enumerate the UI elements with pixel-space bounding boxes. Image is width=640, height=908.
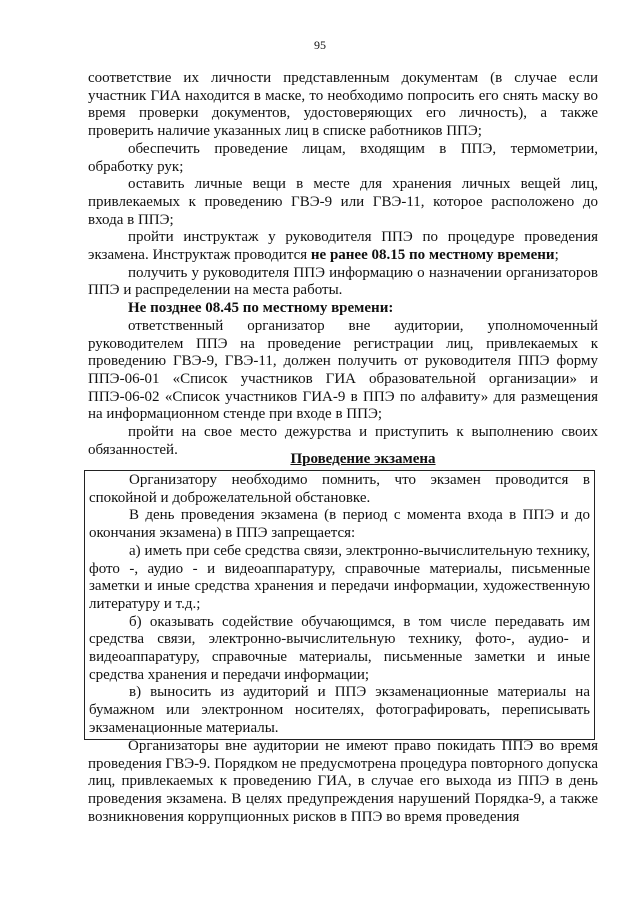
box-paragraph-calm: Организатору необходимо помнить, что экзамен проводится в спокойной и доброжелательной обстановке. [89, 472, 590, 506]
instruction-time: не ранее 08.15 по местному времени [310, 247, 555, 264]
box-item-a: а) иметь при себе средства связи, электронно-вычислительную технику, фото -, аудио - и видеоаппаратуру, справочные материалы, письменные заметки и иные средства хранения и передачи информации, художественную литературу и т.д.; [89, 542, 590, 612]
paragraph-personal-belongings: оставить личные вещи в месте для хранения личных вещей лиц, привлекаемых к проведению ГВЭ-9 или ГВЭ-11, которое расположено до входа в ППЭ; [88, 176, 598, 228]
deadline-time: Не позднее 08.45 по местному времени [128, 300, 389, 317]
page-number: 95 [314, 38, 326, 52]
paragraph-instruction [88, 229, 598, 264]
lower-text-block [88, 738, 598, 827]
box-item-b: б) оказывать содействие обучающимся, в том числе передавать им средства связи, электронно-вычислительную технику, фото-, аудио- и видеоаппаратуру, справочные материалы, письменные заметки и иные средства хранения и передачи информации; [89, 613, 590, 683]
box-item-c: в) выносить из аудиторий и ППЭ экзаменационные материалы на бумажном или электронном носителях, фотографировать, переписывать экзаменационные материалы. [89, 684, 590, 736]
instruction-text: пройти инструктаж у руководителя ППЭ по процедуре проведения экзамена. Инструктаж проводится [88, 229, 598, 264]
paragraph-duty-post: пройти на свое место дежурства и приступить к выполнению своих обязанностей. [88, 424, 598, 458]
deadline-line [88, 300, 598, 318]
instruction-tail: ; [554, 247, 559, 264]
paragraph-assignment: получить у руководителя ППЭ информацию о назначении организаторов ППЭ и распределении на места работы. [88, 264, 598, 299]
paragraph-no-leaving: Организаторы вне аудитории не имеют право покидать ППЭ во время проведения ГВЭ-9. Порядком не предусмотрена процедура повторного допуска лиц, привлекаемых к проведению ГИА, в случае его выхода из ППЭ в день проведения экзамена. В целях предупреждения нарушений Порядка-9, а также возникновения коррупционных рисков в ППЭ во время проведения [88, 738, 598, 825]
paragraph-registration-organizer: ответственный организатор вне аудитории, уполномоченный руководителем ППЭ на проведение регистрации лиц, привлекаемых к проведению ГВЭ-9, ГВЭ-11, должен получить от руководителя ППЭ форму ППЭ-06-01 «Список участников ГИА образовательной организации» и ППЭ-06-02 «Список участников ГИА-9 в ППЭ по алфавиту» для размещения на информационном стенде при входе в ППЭ; [88, 317, 598, 423]
box-paragraph-prohibited: В день проведения экзамена (в период с момента входа в ППЭ и до окончания экзамена) в ППЭ запрещается: [89, 507, 590, 542]
upper-text-block [88, 70, 598, 459]
deadline-colon: : [388, 300, 394, 317]
framed-notice-box [84, 470, 595, 740]
paragraph-thermometry: обеспечить проведение лицам, входящим в ППЭ, термометрии, обработку рук; [88, 140, 598, 175]
section-heading: Проведение экзамена [290, 451, 436, 467]
paragraph-identity-check: соответствие их личности представленным документам (в случае если участник ГИА находится в маске, то необходимо попросить его снять маску во время проверки документов, удостоверяющих его личность), а также проверить наличие указанных лиц в списке работников ППЭ; [88, 70, 598, 140]
